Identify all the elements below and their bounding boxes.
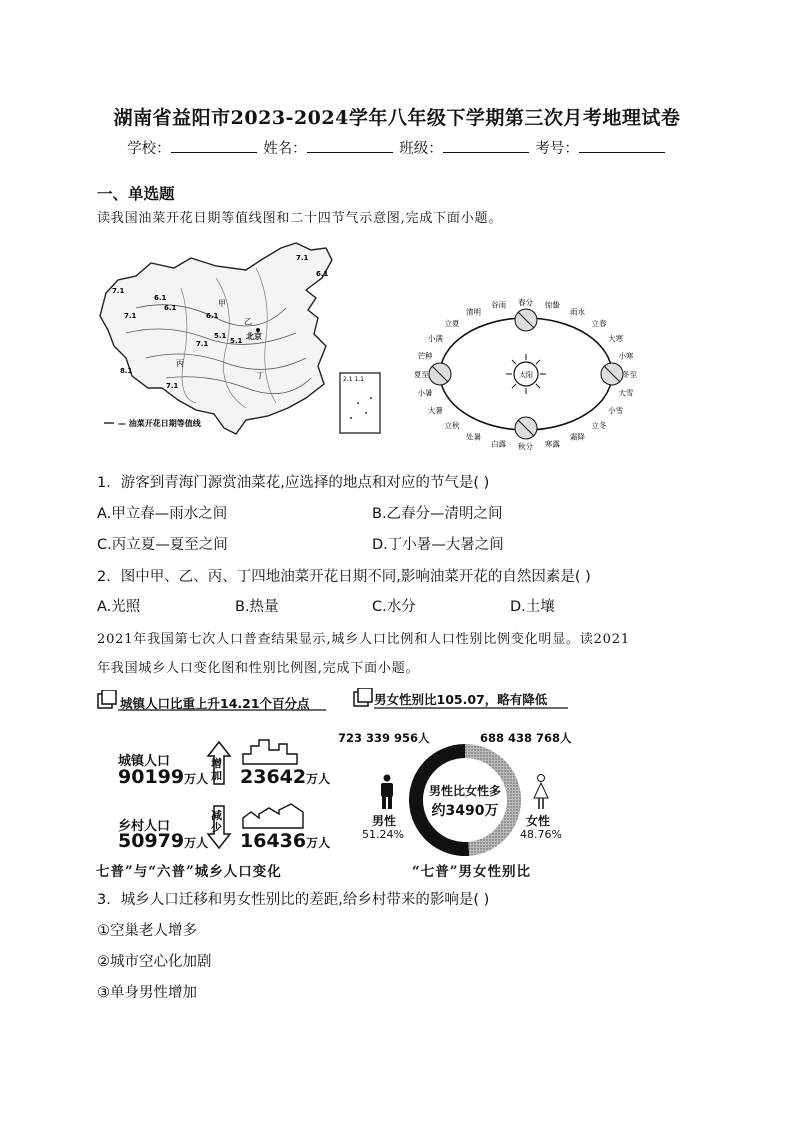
beijing-label: 北京	[246, 332, 262, 341]
solar-term-label: 芒种	[417, 351, 433, 361]
solar-term-label: 立冬	[591, 420, 607, 430]
solar-term-label: 小寒	[618, 351, 634, 361]
solar-term-label: 秋分	[518, 442, 533, 451]
map-legend: — 油菜开花日期等值线	[118, 419, 201, 428]
village-skyline-icon	[241, 802, 311, 830]
solar-term-label: 寒露	[544, 439, 560, 449]
city-skyline-icon	[241, 738, 301, 766]
male-percent: 51.24%	[362, 828, 404, 841]
earth-icon	[601, 363, 623, 385]
isoline-label: 5.1	[214, 332, 227, 340]
q2-option-b[interactable]: B.热量	[235, 599, 279, 615]
urban-label: 城镇人口	[118, 754, 171, 769]
solar-term-label: 清明	[466, 307, 481, 317]
q3-item-1[interactable]: ①空巢老人增多	[97, 923, 197, 939]
q1-option-a[interactable]: A.甲立春—雨水之间	[97, 506, 228, 522]
name-blank[interactable]	[307, 138, 393, 153]
intro-text-2-line-2: 年我国城乡人口变化图和性别比例图,完成下面小题。	[97, 661, 420, 676]
class-blank[interactable]	[443, 138, 529, 153]
donut-center-line-2: 约3490万	[431, 803, 499, 819]
unit-label: 万人	[184, 772, 209, 786]
q1-option-c[interactable]: C.丙立夏—夏至之间	[97, 537, 228, 553]
donut-center-line-1: 男性比女性多	[428, 784, 501, 798]
rapeseed-flowering-map	[96, 238, 402, 438]
urban-rural-caption: 七普”与“六普”城乡人口变化	[96, 864, 282, 880]
isoline-label: 7.1	[112, 287, 125, 295]
solar-term-label: 立秋	[444, 420, 460, 430]
school-label: 学校：	[127, 141, 171, 157]
female-percent: 48.76%	[520, 828, 562, 841]
unit-label: 万人	[184, 836, 209, 850]
isoline-label: 7.1	[124, 312, 137, 320]
isoline-label: 7.1	[166, 382, 179, 390]
solar-term-label: 立夏	[444, 319, 460, 329]
intro-text-2-line-1: 2021年我国第七次人口普查结果显示,城乡人口比例和人口性别比例变化明显。读2021	[97, 632, 630, 647]
solar-term-label: 惊蛰	[544, 300, 560, 310]
school-blank[interactable]	[171, 138, 257, 153]
intro-text-1: 读我国油菜开花日期等值线图和二十四节气示意图,完成下面小题。	[97, 211, 503, 226]
female-person-icon	[532, 774, 550, 810]
q1-option-b[interactable]: B.乙春分—清明之间	[372, 506, 503, 522]
earth-icon	[515, 417, 537, 439]
male-count: 723 339 956人	[338, 731, 430, 745]
solar-term-label: 夏至	[414, 370, 429, 379]
solar-term-label: 谷雨	[491, 300, 507, 310]
isoline-label: 7.1	[296, 254, 309, 262]
solar-term-label: 霜降	[570, 432, 585, 442]
female-count: 688 438 768人	[480, 731, 572, 745]
point-label: 丁	[256, 371, 264, 380]
female-label: 女性	[526, 814, 551, 828]
point-label: 甲	[218, 299, 226, 308]
exam-number-label: 考号：	[535, 141, 579, 157]
isoline-label: 8.1	[120, 367, 133, 375]
solar-term-label: 小满	[427, 334, 443, 343]
increase-label: 增加	[211, 757, 222, 782]
section-heading: 一、单选题	[97, 185, 175, 203]
unit-label: 万人	[306, 772, 331, 786]
point-label: 乙	[244, 317, 252, 326]
isoline-label: 6.1	[164, 304, 177, 312]
isoline-label: 6.1	[316, 270, 329, 278]
solar-term-label: 大雪	[618, 388, 634, 398]
q3-item-2[interactable]: ②城市空心化加剧	[97, 954, 212, 970]
rural-value: 50979	[118, 830, 185, 852]
urban-rural-header: 城镇人口比重上升14.21个百分点	[120, 696, 310, 711]
decrease-value: 16436	[240, 830, 307, 852]
unit-label: 万人	[306, 836, 331, 850]
rural-label: 乡村人口	[118, 819, 171, 834]
q2-option-d[interactable]: D.土壤	[510, 599, 555, 615]
question-3-stem: 3．城乡人口迁移和男女性别比的差距,给乡村带来的影响是( )	[97, 892, 490, 908]
solar-term-label: 立春	[591, 319, 607, 329]
earth-icon	[515, 309, 537, 331]
sun-label: 太阳	[519, 371, 533, 379]
solar-term-label: 春分	[518, 298, 533, 307]
sex-ratio-caption: “七普”男女性别比	[412, 864, 532, 880]
isoline-label: 6.1	[206, 312, 219, 320]
name-label: 姓名：	[263, 141, 307, 157]
sex-ratio-figure	[338, 688, 600, 880]
solar-terms-diagram	[412, 288, 640, 456]
sex-ratio-header: 男女性别比105.07，略有降低	[374, 692, 548, 707]
inset-label: 2.1 1.1	[343, 376, 364, 383]
q2-option-c[interactable]: C.水分	[372, 599, 416, 615]
decrease-label: 减少	[211, 809, 222, 834]
earth-icon	[429, 363, 451, 385]
question-1-stem: 1．游客到青海门源赏油菜花,应选择的地点和对应的节气是( )	[97, 475, 490, 491]
page-title: 湖南省益阳市2023-2024学年八年级下学期第三次月考地理试卷	[113, 107, 681, 129]
increase-value: 23642	[240, 766, 307, 788]
question-2-stem: 2．图中甲、乙、丙、丁四地油菜开花日期不同,影响油菜开花的自然因素是( )	[97, 569, 591, 585]
solar-term-label: 小暑	[417, 388, 433, 398]
q1-option-d[interactable]: D.丁小暑—大暑之间	[372, 537, 504, 553]
solar-term-label: 白露	[491, 439, 507, 449]
q3-item-3[interactable]: ③单身男性增加	[97, 985, 197, 1001]
male-label: 男性	[372, 814, 397, 828]
solar-term-label: 雨水	[570, 307, 585, 317]
urban-rural-figure	[96, 690, 336, 880]
isoline-label: 5.1	[230, 337, 243, 345]
male-person-icon	[378, 774, 396, 810]
solar-term-label: 小雪	[608, 406, 624, 415]
point-label: 丙	[176, 359, 184, 368]
isoline-label: 6.1	[154, 294, 167, 302]
solar-term-label: 处暑	[466, 432, 481, 442]
solar-term-label: 冬至	[622, 370, 637, 379]
isoline-label: 7.1	[196, 340, 209, 348]
urban-value: 90199	[118, 766, 185, 788]
q2-option-a[interactable]: A.光照	[97, 599, 141, 615]
class-label: 班级：	[399, 141, 443, 157]
student-info-fields	[0, 137, 794, 158]
exam-number-blank[interactable]	[579, 138, 665, 153]
solar-term-label: 大寒	[608, 334, 624, 343]
solar-term-label: 大暑	[427, 406, 443, 415]
